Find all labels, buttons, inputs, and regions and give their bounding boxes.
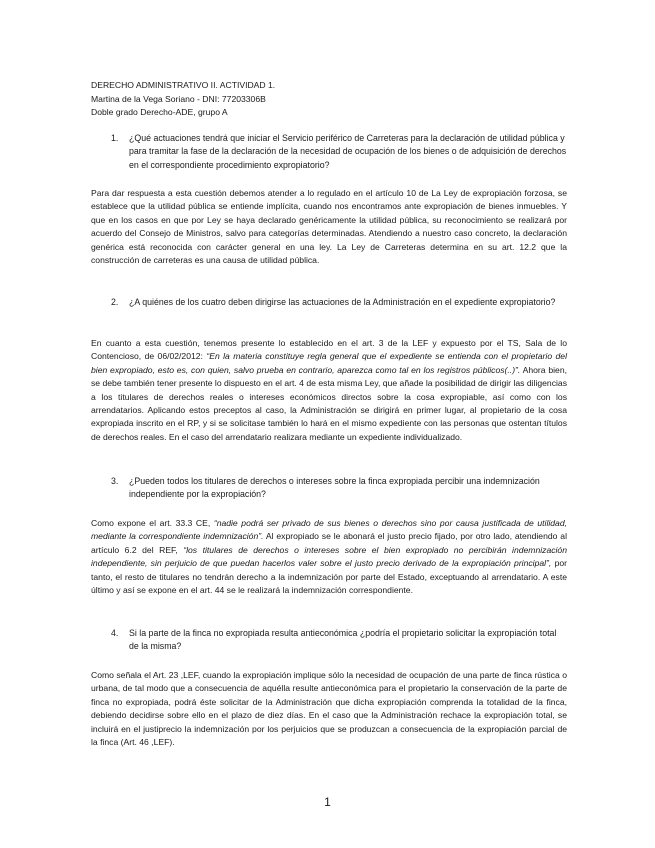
header-course: Doble grado Derecho-ADE, grupo A	[91, 107, 228, 117]
question-number: 1.	[111, 133, 119, 143]
question-text: ¿Pueden todos los titulares de derechos o intereses sobre la finca expropiada percibir una indemnización independiente por la expropiación?	[129, 476, 540, 500]
answer-4: Como señala el Art. 23 ,LEF, cuando la expropiación implique sólo la necesidad de ocupación de una parte de finca rústica o urbana, de tal modo que a consecuencia de aquélla resulte antieconómica para el propietario la conservación de la parte de finca no expropiada, podrá éste solicitar de la Administración que dicha expropiación comprenda la totalidad de la finca, debiendo decidirse sobre ello en el plazo de diez días. En el caso que la Administración rechace la expropiación total, se incluirá en el justiprecio la indemnización por los perjuicios que se produzcan a consecuencia de la expropiación parcial de la finca (Art. 46 ,LEF).	[91, 670, 567, 748]
answer-text: por tanto, el resto de titulares no tendrán derecho a la indemnización por parte del Estado, exceptuando al arrendatario. A este último y así se expone en el art. 44 se le realizará la indemnización correspondiente.	[91, 558, 567, 596]
header-author: Martina de la Vega Soriano - DNI: 77203306B	[91, 93, 266, 104]
document-header	[91, 79, 571, 120]
answer-text: Ahora bien, se debe también tener presente lo dispuesto en el art. 4 de esta misma Ley, que añade la posibilidad de dirigir las diligencias a los titulares de derechos reales o intereses económicos directos sobre la cosa expropiable, así como con los arrendatarios. Aplicando estos preceptos al caso, la Administración se dirigirá en primer lugar, al propietario de la cosa expropiada inscrito en el RP, y si se solicitase también lo hará en el mismo expediente con las personas que ostentan títulos de derechos reales. En el caso del arrendatario realizara mediante un expediente individualizado.	[91, 364, 567, 442]
constitution-quote: “nadie podrá ser privado de sus bienes o derechos sino por causa justificada de utilidad, mediante la correspondiente indemnización”.	[91, 518, 567, 542]
question-3	[91, 475, 567, 502]
answer-text: En cuanto a esta cuestión, tenemos presente lo establecido en el art. 3 de la LEF y expuesto por el TS, Sala de lo Contencioso, de 06/02/2012:	[91, 338, 567, 362]
question-text: Si la parte de la finca no expropiada resulta antieconómica ¿podría el propietario solicitar la expropiación total de la misma?	[129, 628, 557, 652]
answer-1: Para dar respuesta a esta cuestión debemos atender a lo regulado en el artículo 10 de La Ley de expropiación forzosa, se establece que la utilidad pública se entiende implícita, cuando nos encontramos ante expropiación de bienes inmuebles. Y que en los casos en que por Ley se haya declarado genéricamente la utilidad pública, su reconocimiento se realizará por acuerdo del Consejo de Ministros, salvo para categorías determinadas. Atendiendo a nuestro caso concreto, la declaración genérica está reconocida con carácter general en una ley. La Ley de Carreteras determina en su art. 12.2 que la construcción de carreteras es una causa de utilidad pública.	[91, 188, 567, 266]
answer-3	[91, 517, 567, 597]
question-1	[91, 132, 567, 172]
answer-2	[91, 337, 567, 444]
question-2	[91, 296, 567, 309]
regulation-quote: “los titulares de derechos o intereses sobre el bien expropiado no percibirán indemnización independiente, sin perjuicio de que puedan hacerlos valer sobre el justo precio derivado de la expropiación principal”,	[91, 544, 567, 569]
case-law-quote: “En la materia constituye regla general que el expediente se entienda con el propietario del bien expropiado, esto es, con quien, salvo prueba en contrario, aparezca como tal en los registros públicos(..)”.	[91, 351, 567, 375]
question-number: 3.	[111, 476, 119, 486]
question-number: 2.	[111, 297, 119, 307]
answer-text: Al expropiado se le abonará el justo precio fijado, por otro lado, atendiendo al artículo 6.2 del REF,	[91, 531, 567, 555]
answer-text: Como expone el art. 33.3 CE,	[91, 518, 214, 528]
header-title: DERECHO ADMINISTRATIVO II. ACTIVIDAD 1.	[91, 80, 276, 90]
page-number: 1	[324, 795, 331, 809]
question-number: 4.	[111, 628, 119, 638]
question-4	[91, 627, 567, 654]
question-text: ¿A quiénes de los cuatro deben dirigirse las actuaciones de la Administración en el expediente expropiatorio?	[129, 297, 556, 307]
question-text: ¿Qué actuaciones tendrá que iniciar el Servicio periférico de Carreteras para la declaración de utilidad pública y para tramitar la fase de la declaración de la necesidad de ocupación de los bienes o de adquisición de derechos en el correspondiente procedimiento expropiatorio?	[129, 133, 567, 170]
